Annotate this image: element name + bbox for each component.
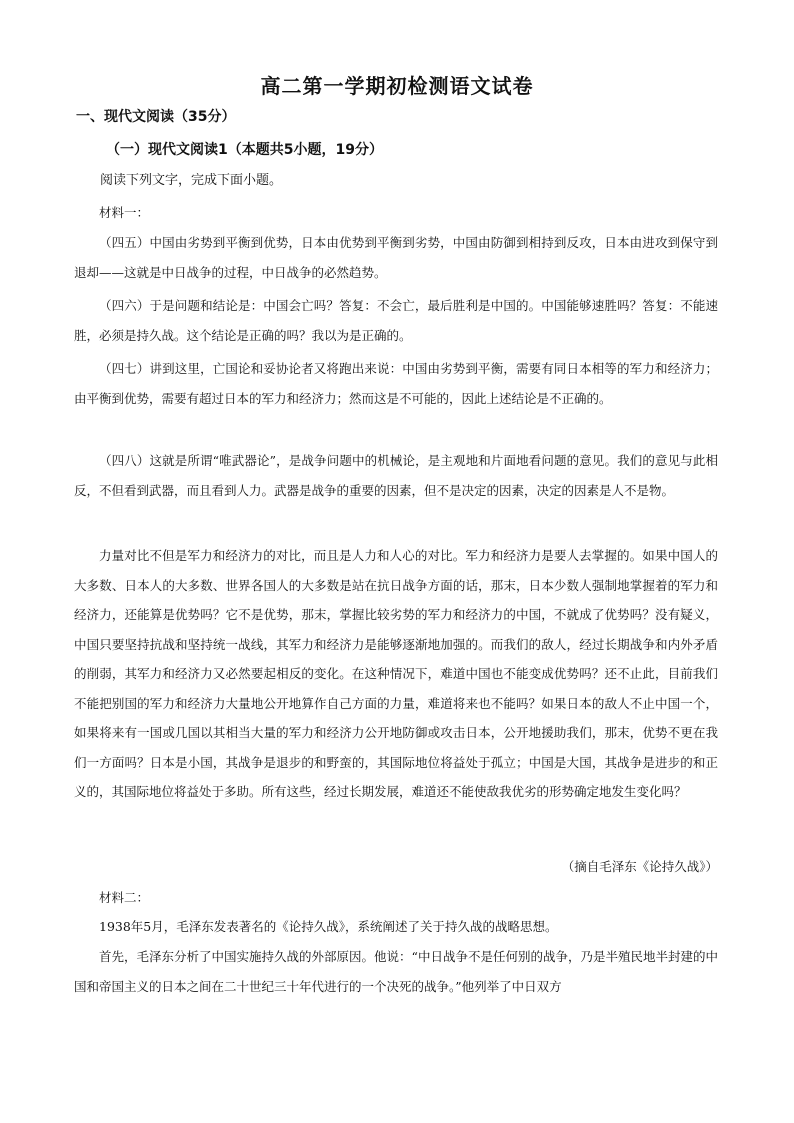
paragraph-47: （四七）讲到这里，亡国论和妥协论者又将跑出来说：中国由劣势到平衡，需要有同日本相等的军力和经济力；由平衡到优势，需要有超过日本的军力和经济力；然而这是不可能的，因此上述结论是不正确的。	[74, 361, 718, 406]
material2-label: 材料二：	[99, 890, 150, 905]
paragraph-45: （四五）中国由劣势到平衡到优势，日本由优势到平衡到劣势，中国由防御到相持到反攻，日本由进攻到保守到退却——这就是中日战争的过程，中日战争的必然趋势。	[74, 235, 718, 280]
page-title: 高二第一学期初检测语文试卷	[260, 74, 534, 98]
paragraph-first: 首先，毛泽东分析了中国实施持久战的外部原因。他说：“中日战争不是任何别的战争，乃是半殖民地半封建的中国和帝国主义的日本之间在二十世纪三十年代进行的一个决死的战争。”他列举了中日双方	[74, 949, 718, 994]
section-heading: 一、现代文阅读（35分）	[76, 109, 236, 125]
paragraph-48: （四八）这就是所谓“唯武器论”，是战争问题中的机械论，是主观地和片面地看问题的意见。我们的意见与此相反，不但看到武器，而且看到人力。武器是战争的重要的因素，但不是决定的因素，决定的因素是人不是物。	[74, 453, 718, 498]
paragraph-1938: 1938年5月，毛泽东发表著名的《论持久战》，系统阐述了关于持久战的战略思想。	[99, 919, 558, 934]
paragraph-46: （四六）于是问题和结论是：中国会亡吗？答复：不会亡，最后胜利是中国的。中国能够速胜吗？答复：不能速胜，必须是持久战。这个结论是正确的吗？我以为是正确的。	[74, 298, 718, 343]
paragraph-49: 力量对比不但是军力和经济力的对比，而且是人力和人心的对比。军力和经济力是要人去掌握的。如果中国人的大多数、日本人的大多数、世界各国人的大多数是站在抗日战争方面的话，那末，日本少数人强制地掌握着的军力和经济力，还能算是优势吗？它不是优势，那末，掌握比较劣势的军力和经济力的中国，不就成了优势吗？没有疑义，中国只要坚持抗战和坚持统一战线，其军力和经济力是能够逐渐地加强的。而我们的敌人，经过长期战争和内外矛盾的削弱，其军力和经济力又必然要起相反的变化。在这种情况下，难道中国也不能变成优势吗？还不止此，目前我们不能把别国的军力和经济力大量地公开地算作自己方面的力量，难道将来也不能吗？如果日本的敌人不止中国一个，如果将来有一国或几国以其相当大量的军力和经济力公开地防御或攻击日本，公开地援助我们，那末，优势不更在我们一方面吗？日本是小国，其战争是退步的和野蛮的，其国际地位将益处于孤立；中国是大国，其战争是进步的和正义的，其国际地位将益处于多助。所有这些，经过长期发展，难道还不能使敌我优劣的形势确定地发生变化吗？	[74, 548, 718, 799]
source-citation: （摘自毛泽东《论持久战》）	[561, 859, 718, 874]
sub-heading: （一）现代文阅读1（本题共5小题，19分）	[106, 142, 383, 158]
material1-label: 材料一：	[99, 205, 150, 220]
instruction-text: 阅读下列文字，完成下面小题。	[100, 173, 283, 188]
